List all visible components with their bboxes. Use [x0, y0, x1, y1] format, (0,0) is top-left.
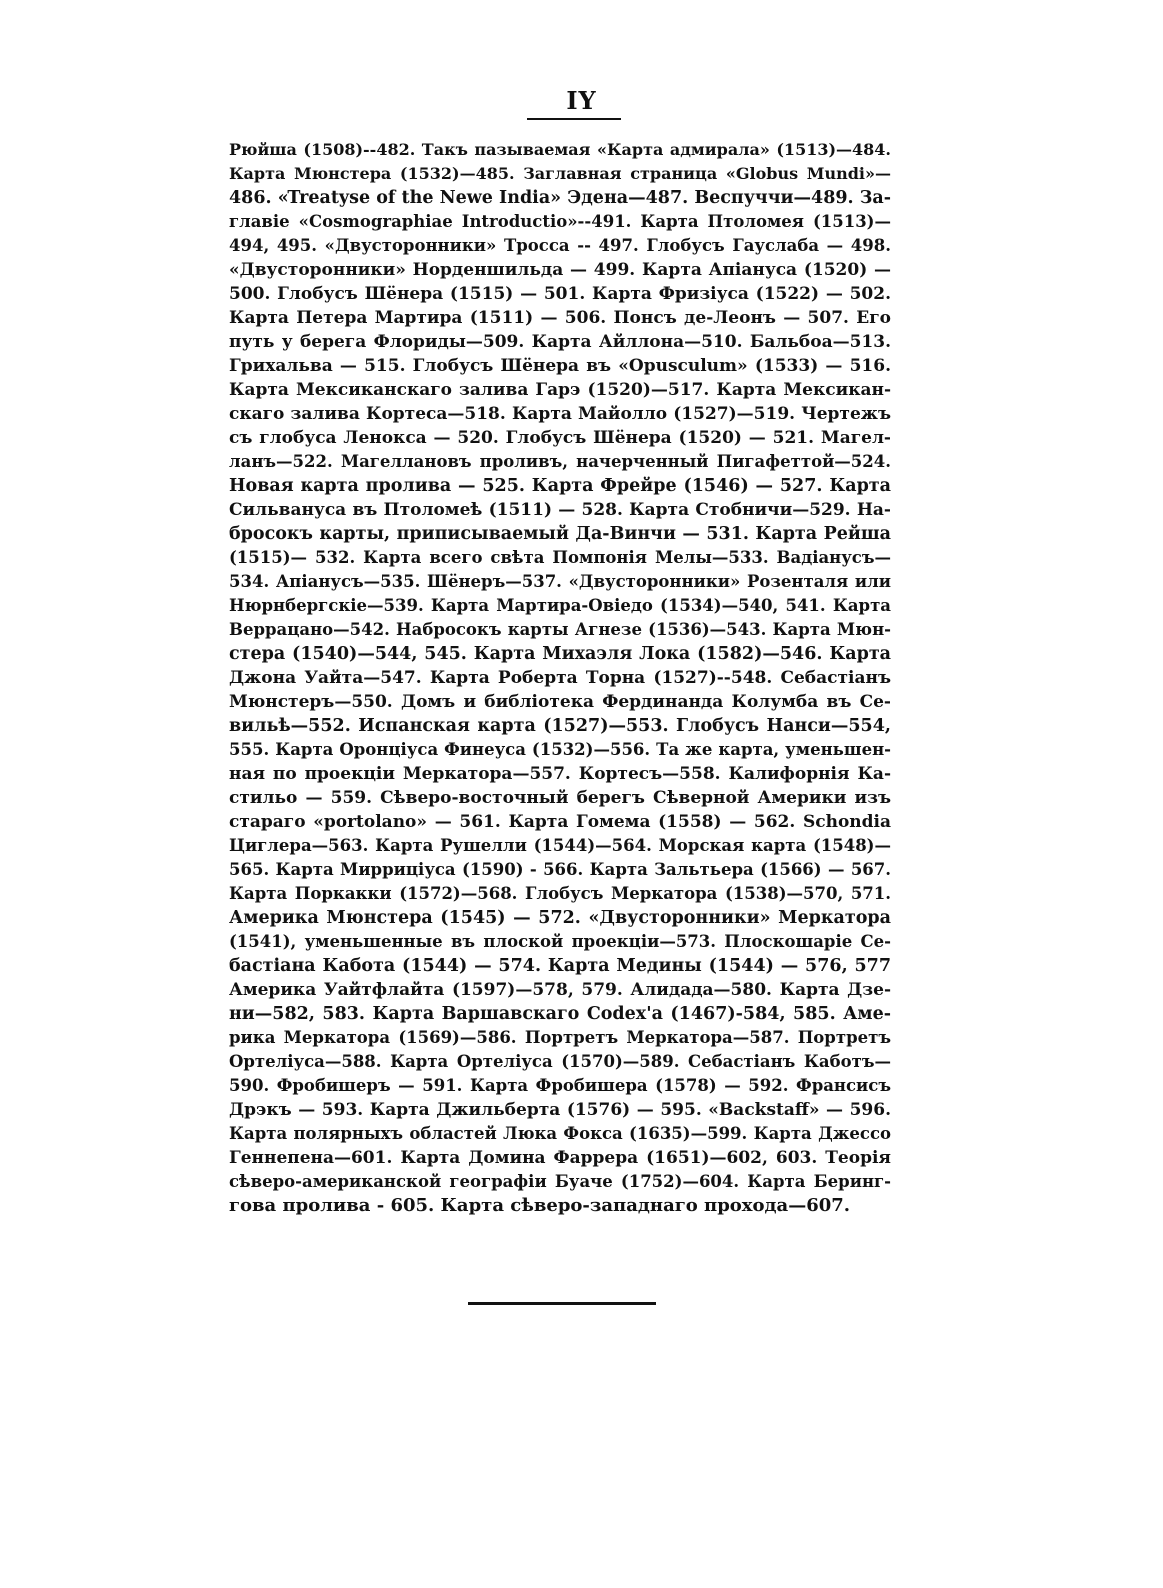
text-line: Америка Мюнстера (1545) — 572. «Двусторонники» Меркатора [229, 908, 891, 928]
text-line: Сильвануса въ Птоломеѣ (1511) — 528. Карта Стобничи—529. На- [229, 500, 891, 520]
text-line: сѣверо-американской географіи Буаче (1752)—604. Карта Беринг- [229, 1172, 891, 1191]
text-line: Рюйша (1508)--482. Такъ пазываемая «Карта адмирала» (1513)—484. [229, 140, 891, 159]
text-line: Мюнстеръ—550. Домъ и библіотека Фердинанда Колумба въ Се- [229, 692, 891, 712]
text-line: вильѣ—552. Испанская карта (1527)—553. Глобусъ Нанси—554, [229, 716, 891, 736]
text-line: (1541), уменьшенные въ плоской проекціи—573. Плоскошаріе Се- [229, 932, 891, 951]
text-line: Карта Мюнстера (1532)—485. Заглавная страница «Globus Mundi»— [229, 164, 891, 183]
footer-rule [468, 1302, 656, 1305]
text-line: главіе «Cosmographiae Introductio»--491. Карта Птоломея (1513)— [229, 212, 891, 231]
text-line: Геннепена—601. Карта Доминa Фаррера (1651)—602, 603. Теорія [229, 1148, 891, 1168]
text-line: Грихальва — 515. Глобусъ Шёнера въ «Opusculum» (1533) — 516. [229, 356, 891, 376]
text-line: Карта полярныхъ областей Люка Фокса (1635)—599. Карта Джессо [229, 1124, 891, 1143]
text-line: Карта Мексиканскаго залива Гарэ (1520)—517. Карта Мексикан- [229, 380, 891, 400]
text-line: Америка Уайтфлайта (1597)—578, 579. Алидада—580. Карта Дзе- [229, 980, 891, 1000]
index-text [229, 138, 891, 1218]
text-line: стильо — 559. Сѣверо-восточный берегъ Сѣверной Америки изъ [229, 788, 891, 808]
text-line: бросокъ карты, приписываемый Да-Винчи — 531. Карта Рейша [229, 524, 891, 544]
text-line: Веррацано—542. Набросокъ карты Агнезе (1536)—543. Карта Мюн- [229, 620, 891, 639]
text-line: стера (1540)—544, 545. Карта Михаэля Лока (1582)—546. Карта [229, 644, 891, 664]
text-line: 494, 495. «Двусторонники» Тросса -- 497. Глобусъ Гауслаба — 498. [229, 236, 891, 255]
text-line: ланъ—522. Магеллановъ проливъ, начерченный Пигафеттой—524. [229, 452, 891, 471]
text-line: «Двусторонники» Норденшильда — 499. Карта Апіануса (1520) — [229, 260, 891, 280]
text-line: 555. Карта Оронціуса Финеуса (1532)—556. Та же карта, уменьшен- [229, 740, 891, 759]
text-line: путь у берега Флориды—509. Карта Айллона—510. Бальбоа—513. [229, 332, 891, 352]
text-line: рика Меркатора (1569)—586. Портретъ Меркатора—587. Портретъ [229, 1028, 891, 1047]
text-line: (1515)— 532. Карта всего свѣта Помпонія Мелы—533. Вадіанусъ— [229, 548, 891, 567]
text-line: Новая карта пролива — 525. Карта Фрейре (1546) — 527. Карта [229, 476, 891, 496]
header-rule [527, 118, 621, 120]
text-line: ная по проекціи Меркатора—557. Кортесъ—558. Калифорнія Ка- [229, 764, 891, 784]
text-line: стараго «portolano» — 561. Карта Гомема (1558) — 562. Schondia [229, 812, 891, 832]
text-line: 500. Глобусъ Шёнера (1515) — 501. Карта Фризіуса (1522) — 502. [229, 284, 891, 304]
text-line: бастіана Кабота (1544) — 574. Карта Медины (1544) — 576, 577 [229, 956, 891, 976]
page-number: IY [566, 86, 597, 115]
text-line: 590. Фробишеръ — 591. Карта Фробишера (1578) — 592. Франсисъ [229, 1076, 891, 1095]
text-line: Ортеліуса—588. Карта Ортеліуса (1570)—589. Себастіанъ Каботъ— [229, 1052, 891, 1071]
text-line: Карта Поркакки (1572)—568. Глобусъ Меркатора (1538)—570, 571. [229, 884, 891, 903]
text-line: ни—582, 583. Карта Варшавскаго Codex'а (1467)-584, 585. Аме- [229, 1004, 891, 1024]
text-line: Циглера—563. Карта Рушелли (1544)—564. Морская карта (1548)— [229, 836, 891, 855]
text-line: Дрэкъ — 593. Карта Джильберта (1576) — 595. «Backstaff» — 596. [229, 1100, 891, 1120]
text-line: 534. Апіанусъ—535. Шёнеръ—537. «Двусторонники» Розенталя или [229, 572, 891, 591]
text-line: гова пролива - 605. Карта сѣверо-западнаго прохода—607. [229, 1195, 851, 1216]
text-line: 486. «Treatyse of the Newe India» Эдена—487. Веспуччи—489. За- [229, 188, 891, 208]
text-line: Джона Уайта—547. Карта Роберта Торна (1527)--548. Себастіанъ [229, 668, 891, 688]
text-line: Нюрнбергскіе—539. Карта Мартира-Овіедо (1534)—540, 541. Карта [229, 596, 891, 615]
text-line: Карта Петера Мартира (1511) — 506. Понсъ де-Леонъ — 507. Его [229, 308, 891, 328]
text-line: скаго залива Кортеса—518. Карта Майолло (1527)—519. Чертежъ [229, 404, 891, 424]
text-line: съ глобуса Ленокса — 520. Глобусъ Шёнера (1520) — 521. Магел- [229, 428, 891, 448]
text-line: 565. Карта Мирриціуса (1590) - 566. Карта Зальтьера (1566) — 567. [229, 860, 891, 879]
